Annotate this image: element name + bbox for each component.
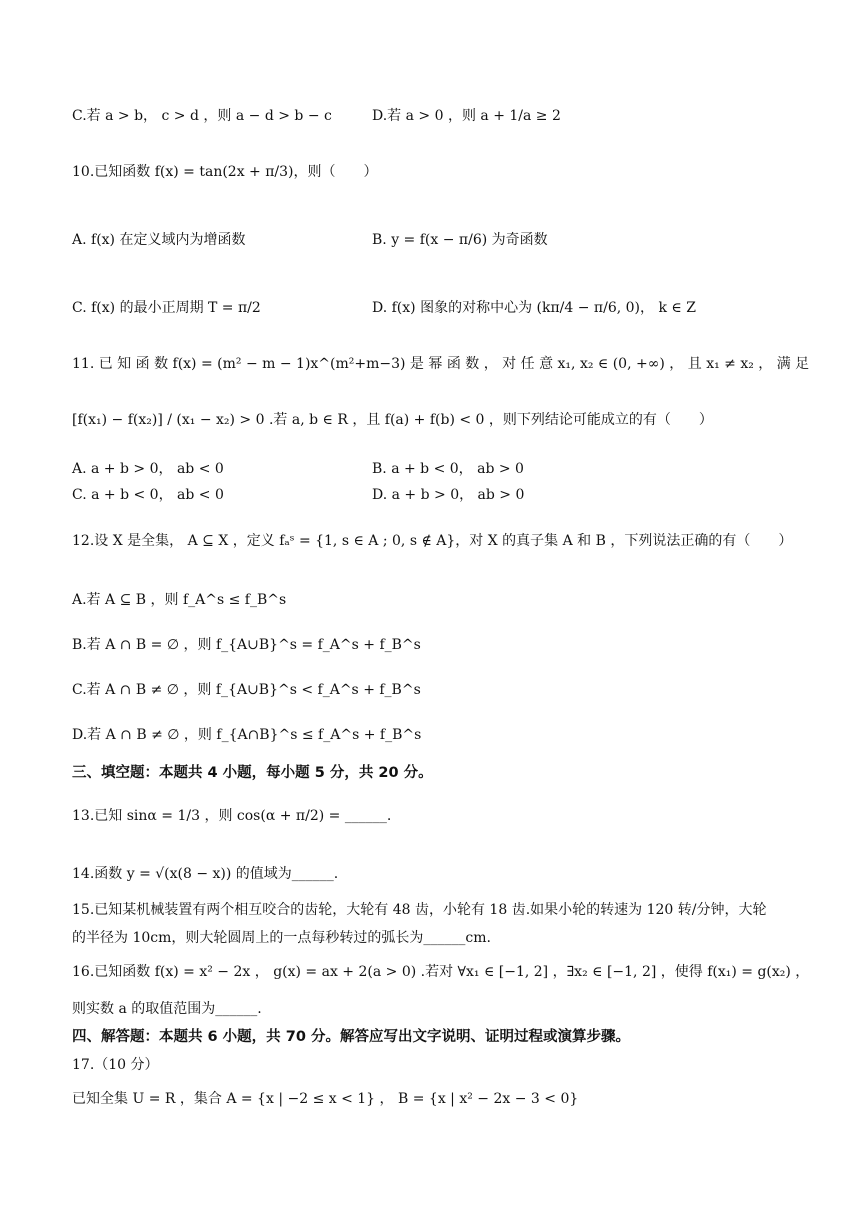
question-text: B. y = f(x − π/6) 为奇函数 — [372, 232, 548, 248]
question-text: C.若 a > b， c > d ，则 a − d > b − c — [72, 108, 332, 124]
question-text: B. a + b < 0， ab > 0 — [372, 461, 524, 477]
question-text: 17.（10 分） — [72, 1057, 159, 1073]
question-text: B.若 A ∩ B = ∅ ，则 f_{A∪B}^s = f_A^s + f_B^s — [72, 637, 421, 653]
question-text: D.若 a > 0 ，则 a + 1/a ≥ 2 — [372, 108, 561, 124]
question-text: 已知全集 U = R ，集合 A = {x | −2 ≤ x < 1} ， B = {x | x² − 2x − 3 < 0} — [72, 1091, 579, 1107]
question-text: A. a + b > 0， ab < 0 — [72, 461, 224, 477]
question-text: 11. 已 知 函 数 f(x) = (m² − m − 1)x^(m²+m−3) 是 幂 函 数 ， 对 任 意 x₁, x₂ ∈ (0, +∞) ， 且 x₁ ≠ x₂ ， 满 足 — [72, 356, 810, 372]
question-text: C. f(x) 的最小正周期 T = π/2 — [72, 300, 261, 316]
question-text: A.若 A ⊆ B ，则 f_A^s ≤ f_B^s — [72, 592, 287, 608]
question-text: 10.已知函数 f(x) = tan(2x + π/3)，则（ ） — [72, 164, 378, 180]
question-text: 13.已知 sinα = 1/3 ，则 cos(α + π/2) = ______. — [72, 808, 392, 824]
question-text: A. f(x) 在定义域内为增函数 — [72, 232, 246, 248]
question-text: D. a + b > 0， ab > 0 — [372, 487, 525, 503]
question-text: 15.已知某机械装置有两个相互咬合的齿轮，大轮有 48 齿，小轮有 18 齿.如果小轮的转速为 120 转/分钟，大轮 — [72, 902, 767, 918]
question-text: D. f(x) 图象的对称中心为 (kπ/4 − π/6, 0)， k ∈ Z — [372, 300, 696, 316]
section-heading: 三、填空题：本题共 4 小题，每小题 5 分，共 20 分。 — [72, 765, 433, 781]
question-text: 12.设 X 是全集， A ⊆ X ，定义 fₐˢ = {1, s ∈ A ; 0, s ∉ A}，对 X 的真子集 A 和 B ，下列说法正确的有（ ） — [72, 533, 793, 549]
question-text: [f(x₁) − f(x₂)] / (x₁ − x₂) > 0 .若 a, b ∈ R ，且 f(a) + f(b) < 0 ，则下列结论可能成立的有（ ） — [72, 412, 713, 428]
question-text: 则实数 a 的取值范围为______. — [72, 1001, 262, 1017]
question-text: C.若 A ∩ B ≠ ∅ ，则 f_{A∪B}^s < f_A^s + f_B^s — [72, 682, 421, 698]
question-text: C. a + b < 0， ab < 0 — [72, 487, 224, 503]
question-text: 16.已知函数 f(x) = x² − 2x ， g(x) = ax + 2(a > 0) .若对 ∀x₁ ∈ [−1, 2] ，∃x₂ ∈ [−1, 2] ，使得 f(x₁) = g(x₂) ， — [72, 964, 810, 980]
question-text: D.若 A ∩ B ≠ ∅ ，则 f_{A∩B}^s ≤ f_A^s + f_B^s — [72, 727, 422, 743]
question-text: 的半径为 10cm，则大轮圆周上的一点每秒转过的弧长为______cm. — [72, 930, 491, 946]
question-text: 14.函数 y = √(x(8 − x)) 的值域为______. — [72, 866, 339, 882]
section-heading: 四、解答题：本题共 6 小题，共 70 分。解答应写出文字说明、证明过程或演算步骤。 — [72, 1029, 630, 1045]
